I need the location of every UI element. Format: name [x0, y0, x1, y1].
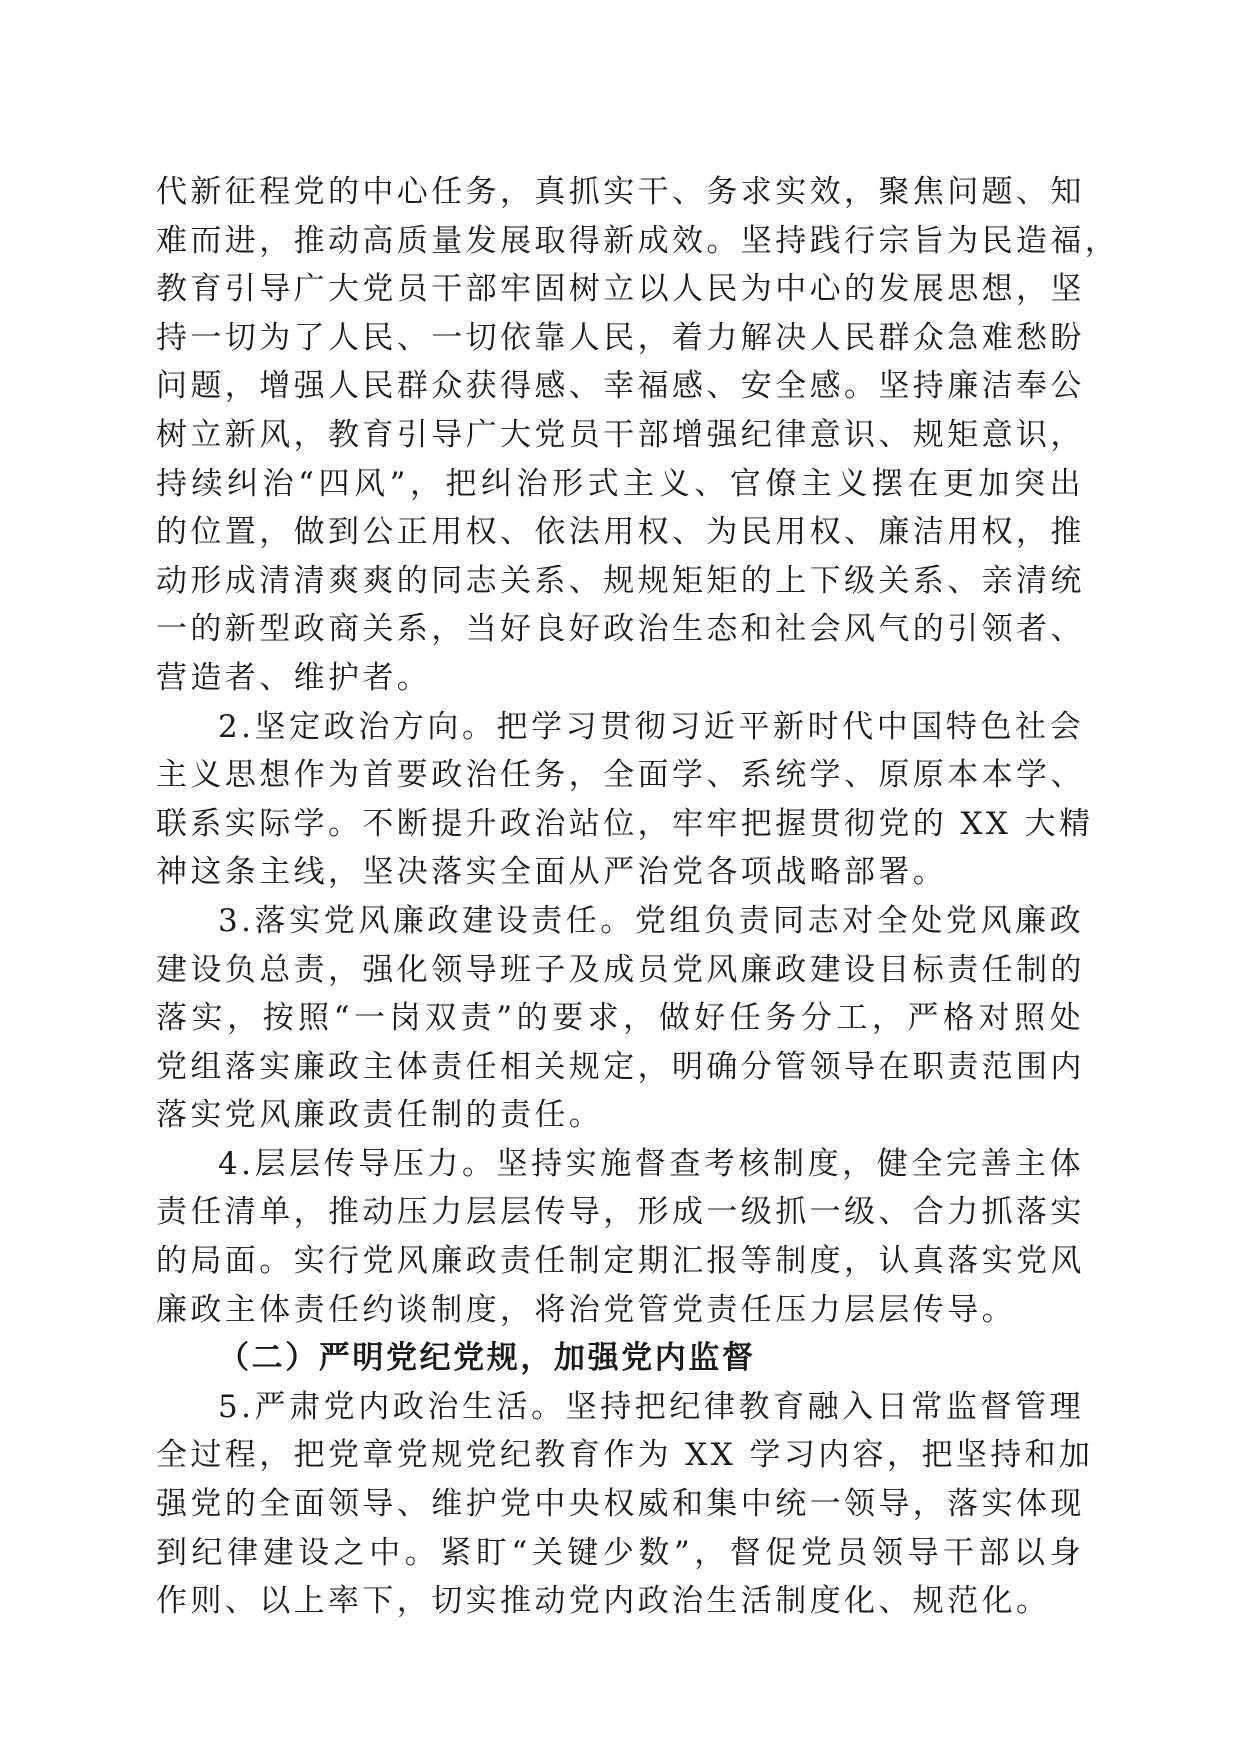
text-line: 全过程，把党章党规党纪教育作为 XX 学习内容，把坚持和加: [156, 1437, 1094, 1474]
text-line: 落实党风廉政责任制的责任。: [156, 1097, 604, 1134]
text-line: 的位置，做到公正用权、依法用权、为民用权、廉洁用权，推: [156, 514, 1085, 551]
text-line: 5.严肃党内政治生活。坚持把纪律教育融入日常监督管理: [218, 1388, 1084, 1425]
text-line: 的局面。实行党风廉政责任制定期汇报等制度，认真落实党风: [156, 1243, 1085, 1280]
text-line: 代新征程党的中心任务，真抓实干、务求实效，聚焦问题、知: [156, 174, 1085, 210]
text-line: 建设负总责，强化领导班子及成员党风廉政建设目标责任制的: [156, 951, 1085, 988]
text-line: 强党的全面领导、维护党中央权威和集中统一领导，落实体现: [156, 1486, 1085, 1523]
paragraphs-section-two: [156, 1383, 1094, 1626]
paragraphs-section-one: [156, 168, 1120, 1334]
text-line: 主义思想作为首要政治任务，全面学、系统学、原原本本学、: [156, 757, 1085, 794]
text-line: 持续纠治“四风”，把纠治形式主义、官僚主义摆在更加突出: [156, 465, 1084, 502]
text-line: 廉政主体责任约谈制度，将治党管党责任压力层层传导。: [156, 1291, 1016, 1328]
text-line: 联系实际学。不断提升政治站位，牢牢把握贯彻党的 XX 大精: [156, 805, 1094, 842]
text-line: 责任清单，推动压力层层传导，形成一级抓一级、合力抓落实: [156, 1194, 1085, 1231]
text-line: 动形成清清爽爽的同志关系、规规矩矩的上下级关系、亲清统: [156, 562, 1085, 599]
text-line: 问题，增强人民群众获得感、幸福感、安全感。坚持廉洁奉公: [156, 368, 1085, 405]
text-line: 4.层层传导压力。坚持实施督查考核制度，健全完善主体: [218, 1145, 1084, 1182]
document-body: [156, 168, 1120, 1626]
text-line: 2.坚定政治方向。把学习贯彻习近平新时代中国特色社会: [218, 708, 1084, 745]
text-line: 落实，按照“一岗双责”的要求，做好任务分工，严格对照处: [156, 1000, 1084, 1037]
text-line: 营造者、维护者。: [156, 659, 432, 696]
section-heading: （二）严明党纪党规，加强党内监督: [218, 1340, 756, 1377]
text-line: 到纪律建设之中。紧盯“关键少数”，督促党员领导干部以身: [156, 1534, 1084, 1571]
text-line: 神这条主线，坚决落实全面从严治党各项战略部署。: [156, 854, 948, 891]
text-line: 3.落实党风廉政建设责任。党组负责同志对全处党风廉政: [218, 902, 1084, 939]
text-line: 难而进，推动高质量发展取得新成效。坚持践行宗旨为民造福，: [156, 222, 1120, 259]
text-line: 教育引导广大党员干部牢固树立以人民为中心的发展思想，坚: [156, 271, 1085, 308]
text-line: 一的新型政商关系，当好良好政治生态和社会风气的引领者、: [156, 611, 1085, 648]
text-line: 树立新风，教育引导广大党员干部增强纪律意识、规矩意识，: [156, 416, 1085, 453]
text-line: 作则、以上率下，切实推动党内政治生活制度化、规范化。: [156, 1583, 1051, 1620]
text-line: 党组落实廉政主体责任相关规定，明确分管领导在职责范围内: [156, 1048, 1085, 1085]
text-line: 持一切为了人民、一切依靠人民，着力解决人民群众急难愁盼: [156, 319, 1085, 356]
